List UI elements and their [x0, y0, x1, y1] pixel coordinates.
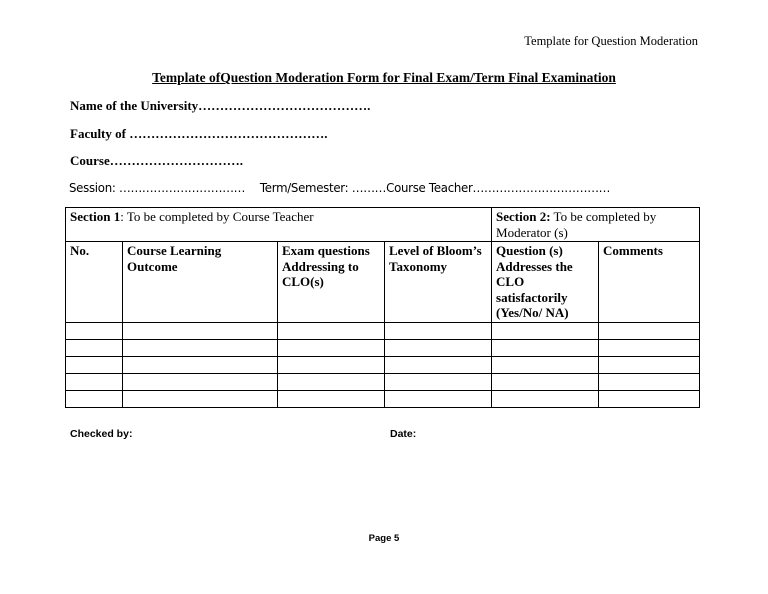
table-row — [66, 356, 700, 373]
section2-label: Section 2: — [496, 209, 551, 224]
term-field: Term/Semester: ……… — [259, 180, 387, 195]
date-label: Date: — [390, 428, 417, 440]
table-row — [66, 322, 700, 339]
table-row — [66, 390, 700, 407]
session-line — [69, 180, 621, 195]
table-row — [66, 373, 700, 390]
header-exam-questions: Exam questions Addressing to CLO(s) — [278, 242, 385, 323]
header-no: No. — [66, 242, 123, 323]
table-row — [66, 339, 700, 356]
header-row — [66, 242, 700, 323]
section1-text: : To be completed by Course Teacher — [120, 209, 314, 224]
header-bloom-level: Level of Bloom’s Taxonomy — [385, 242, 492, 323]
section1-cell — [66, 208, 492, 242]
moderation-table — [65, 207, 700, 408]
university-field: Name of the University…………………………………. — [70, 98, 371, 113]
section2-cell — [492, 208, 700, 242]
checked-by-label: Checked by: — [70, 428, 133, 440]
course-field: Course…………………………. — [70, 153, 243, 168]
section1-label: Section 1 — [70, 209, 121, 224]
section-row — [66, 208, 700, 242]
header-clo: Course Learning Outcome — [123, 242, 278, 323]
running-header: Template for Question Moderation — [524, 34, 698, 48]
form-title: Template ofQuestion Moderation Form for Final Exam/Term Final Examination — [152, 70, 616, 85]
session-field: Session: …………………………… — [69, 180, 246, 195]
course-teacher-field: Course Teacher……………………………… — [386, 180, 611, 195]
page-number: Page 5 — [368, 533, 400, 544]
faculty-field: Faculty of ………………………………………. — [70, 126, 328, 141]
header-comments: Comments — [599, 242, 700, 323]
section2-text: To be completed by Moderator (s) — [496, 209, 657, 240]
header-clo-satisfied: Question (s) Addresses the CLO satisfactorily (Yes/No/ NA) — [492, 242, 599, 323]
